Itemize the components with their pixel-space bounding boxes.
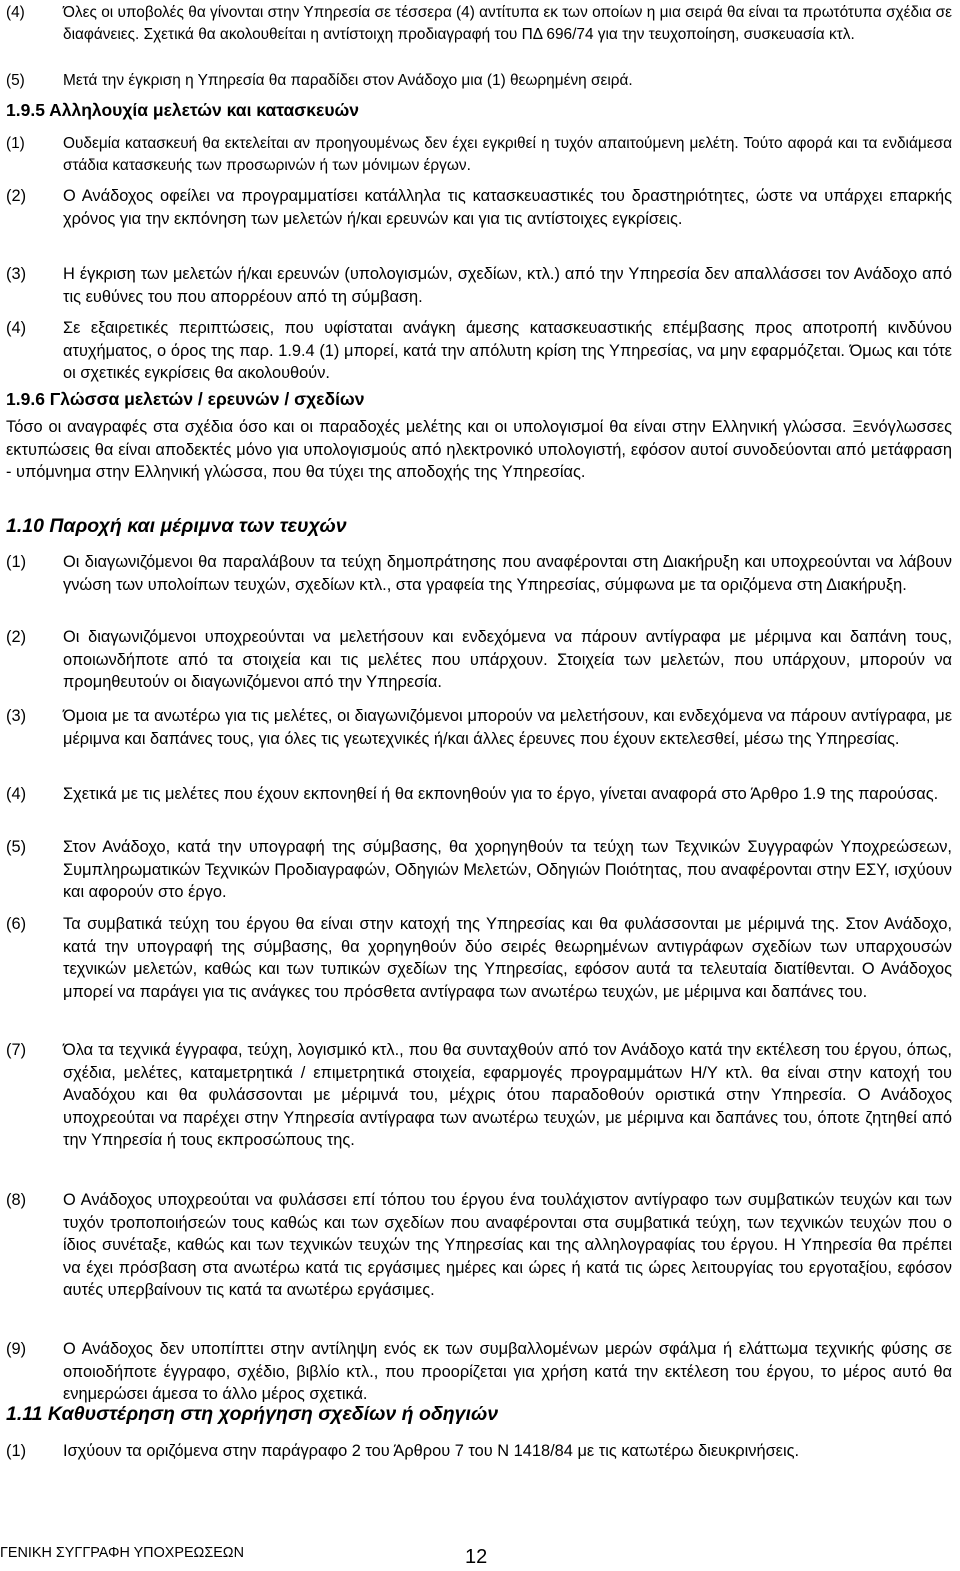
list-item [6, 317, 952, 385]
item-text: Σχετικά με τις μελέτες που έχουν εκπονηθεί ή θα εκπονηθούν για το έργο, γίνεται αναφορά στο Άρθρο 1.9 της παρούσας. [63, 785, 939, 803]
list-item [6, 70, 952, 92]
item-text: Τα συμβατικά τεύχη του έργου θα είναι στην κατοχή της Υπηρεσίας και θα φυλάσσονται με μέριμνά της. Στον Ανάδοχο, κατά την υπογραφή της σύμβασης, θα χορηγηθούν δύο σειρές θεωρημένων αντιγράφων σχεδίων των υπαρχουσών τεχνικών μελετών, καθώς και των τυπικών σχεδίων της Υπηρεσίας, εφόσον αυτά τα τελευταία διατίθενται. Ο Ανάδοχος μπορεί να παράγει για τις ανάγκες του πρόσθετα αντίγραφα των ανωτέρω τευχών, με μέριμνα και δαπάνες του. [63, 915, 952, 1001]
list-item [6, 2, 952, 45]
item-number: (5) [6, 72, 25, 89]
item-text: Ο Ανάδοχος δεν υποπίπτει στην αντίληψη ενός εκ των συμβαλλομένων μερών σφάλμα ή ελάττωμα τεχνικής φύσης σε οποιοδήποτε έγγραφο, σχέδιο, βιβλίο κτλ., που προορίζεται για χρήση κατά την εκτέλεση του έργου, το μέρος αυτό θα ενημερώσει άμεσα το άλλο μέρος σχετικά. [63, 1340, 952, 1404]
page-number: 12 [465, 1546, 488, 1568]
item-text: Ουδεμία κατασκευή θα εκτελείται αν προηγουμένως δεν έχει εγκριθεί η τυχόν απαιτούμενη μελέτη. Τούτο αφορά και τα ενδιάμεσα στάδια κατασκευής των προσωρινών ή των μόνιμων έργων. [63, 135, 952, 174]
item-text: Σε εξαιρετικές περιπτώσεις, που υφίσταται ανάγκη άμεσης κατασκευαστικής επέμβασης προς αποτροπή κινδύνου ατυχήματος, ο όρος της παρ. 1.9.4 (1) μπορεί, κατά την απόλυτη κρίση της Υπηρεσίας, να μην εφαρμόζεται. Όμως και τότε οι σχετικές εγκρίσεις θα ακολουθούν. [63, 319, 952, 383]
item-number: (6) [6, 915, 27, 933]
item-number: (7) [6, 1041, 27, 1059]
item-number: (1) [6, 1442, 27, 1460]
list-item [6, 263, 952, 308]
section-heading-1-9-5: 1.9.5 Αλληλουχία μελετών και κατασκευών [6, 100, 360, 120]
item-text: Οι διαγωνιζόμενοι υποχρεούνται να μελετήσουν και ενδεχόμενα να πάρουν αντίγραφα με μέριμνα και δαπάνη τους, οποιωνδήποτε από τα στοιχεία και τις μελέτες που υπάρχουν. Στοιχεία των μελετών, που υπάρχουν, μπορούν να προμηθευτούν οι διαγωνιζόμενοι από την Υπηρεσία. [63, 628, 952, 692]
footer-document-title: ΓΕΝΙΚΗ ΣΥΓΓΡΑΦΗ ΥΠΟΧΡΕΩΣΕΩΝ [0, 1545, 244, 1561]
item-number: (9) [6, 1340, 27, 1358]
item-number: (4) [6, 785, 27, 803]
list-item [6, 836, 952, 904]
list-item [6, 185, 952, 230]
item-text: Η έγκριση των μελετών ή/και ερευνών (υπολογισμών, σχεδίων, κτλ.) από την Υπηρεσία δεν απαλλάσσει τον Ανάδοχο από τις ευθύνες του που απορρέουν από τη σύμβαση. [63, 265, 952, 306]
item-number: (3) [6, 707, 27, 725]
list-item [6, 626, 952, 694]
section-heading-1-10: 1.10 Παροχή και μέριμνα των τευχών [6, 515, 347, 537]
item-number: (4) [6, 319, 27, 337]
list-item [6, 1338, 952, 1406]
item-number: (5) [6, 838, 27, 856]
item-text: Ισχύουν τα οριζόμενα στην παράγραφο 2 του Άρθρου 7 του Ν 1418/84 με τις κατωτέρω διευκρινήσεις. [63, 1442, 800, 1460]
item-text: Ο Ανάδοχος υποχρεούται να φυλάσσει επί τόπου του έργου ένα τουλάχιστον αντίγραφο των συμβατικών τευχών και των τυχόν τροποποιήσεών τους καθώς και των σχεδίων που αναφέρονται στα συμβατικά τεύχη, των τεχνικών τευχών που ο ίδιος συνέταξε, καθώς και των τεχνικών τευχών της Υπηρεσίας και της αλληλογραφίας του έργου. Η Υπηρεσία θα πρέπει να έχει πρόσβαση στα ανωτέρω κατά τις εργάσιμες ημέρες και ώρες ή κατά τις ώρες λειτουργίας του εργοταξίου, εφόσον αυτές υπερβαίνουν τις κατά τα ανωτέρω εργάσιμες. [63, 1191, 952, 1300]
list-item [6, 705, 952, 750]
item-number: (3) [6, 265, 27, 283]
item-number: (1) [6, 553, 27, 571]
item-number: (2) [6, 187, 27, 205]
list-item [6, 913, 952, 1003]
item-text: Όμοια με τα ανωτέρω για τις μελέτες, οι διαγωνιζόμενοι μπορούν να μελετήσουν, και ενδεχόμενα να πάρουν αντίγραφα, με μέριμνα και δαπάνες τους, για όλες τις γεωτεχνικές ή/και άλλες έρευνες που έχουν εκτελεσθεί, μέσω της Υπηρεσίας. [63, 707, 952, 748]
item-text: Όλα τα τεχνικά έγγραφα, τεύχη, λογισμικό κτλ., που θα συνταχθούν από τον Ανάδοχο κατά την εκτέλεση του έργου, όπως, σχέδια, μελέτες, καταμετρητικά / επιμετρητικά στοιχεία, εφαρμογές προγραμμάτων Η/Υ κτλ. θα είναι στην κατοχή του Αναδόχου και θα φυλάσσονται με μέριμνά του, μέχρις ότου παραδοθούν οριστικά στην Υπηρεσία. Ο Ανάδοχος υποχρεούται να παρέχει στην Υπηρεσία αντίγραφα των ανωτέρω τευχών, με μέριμνα και δαπάνες του, όποτε ζητηθεί από την Υπηρεσία ή τους εκπροσώπους της. [63, 1041, 952, 1150]
section-heading-1-11: 1.11 Καθυστέρηση στη χορήγηση σχεδίων ή οδηγιών [6, 1403, 499, 1425]
list-item [6, 1440, 952, 1463]
list-item [6, 783, 952, 806]
list-item [6, 551, 952, 596]
item-number: (2) [6, 628, 27, 646]
list-item [6, 133, 952, 176]
item-text: Οι διαγωνιζόμενοι θα παραλάβουν τα τεύχη δημοπράτησης που αναφέρονται στη Διακήρυξη και υποχρεούνται να λάβουν γνώση των υπολοίπων τευχών, σχεδίων κτλ., στα γραφεία της Υπηρεσίας, σύμφωνα με τα οριζόμενα στη Διακήρυξη. [63, 553, 952, 594]
item-text: Στον Ανάδοχο, κατά την υπογραφή της σύμβασης, θα χορηγηθούν τα τεύχη των Τεχνικών Συγγραφών Υποχρεώσεων, Συμπληρωματικών Τεχνικών Προδιαγραφών, Οδηγιών Μελετών, Οδηγιών Ποιότητας, που αναφέρονται στην ΕΣΥ, ισχύουν και αφορούν στο έργο. [63, 838, 952, 902]
list-item [6, 1189, 952, 1302]
item-text: Ο Ανάδοχος οφείλει να προγραμματίσει κατάλληλα τις κατασκευαστικές του δραστηριότητες, ώστε να υπάρχει επαρκής χρόνος για την εκπόνηση των μελετών ή/και ερευνών και για τις αντίστοιχες εγκρίσεις. [63, 187, 952, 228]
item-text: Όλες οι υποβολές θα γίνονται στην Υπηρεσία σε τέσσερα (4) αντίτυπα εκ των οποίων η μια σειρά θα είναι τα πρωτότυπα σχέδια σε διαφάνειες. Σχετικά θα ακολουθείται η αντίστοιχη προδιαγραφή του ΠΔ 696/74 για την τευχοποίηση, συσκευασία κτλ. [63, 4, 952, 43]
item-number: (8) [6, 1191, 27, 1209]
item-number: (4) [6, 4, 25, 21]
item-number: (1) [6, 135, 25, 152]
item-text: Μετά την έγκριση η Υπηρεσία θα παραδίδει στον Ανάδοχο μια (1) θεωρημένη σειρά. [63, 72, 633, 89]
paragraph: Τόσο οι αναγραφές στα σχέδια όσο και οι παραδοχές μελέτης και οι υπολογισμοί θα είναι στην Ελληνική γλώσσα. Ξενόγλωσσες εκτυπώσεις θα είναι αποδεκτές μόνο για υπολογισμούς από ηλεκτρονικό υπολογιστή, εφόσον αυτοί συνοδεύονται από μετάφραση - υπόμνημα στην Ελληνική γλώσσα, που θα τύχει της αποδοχής της Υπηρεσίας. [6, 418, 952, 482]
section-heading-1-9-6: 1.9.6 Γλώσσα μελετών / ερευνών / σχεδίων [6, 389, 365, 409]
list-item [6, 1039, 952, 1152]
